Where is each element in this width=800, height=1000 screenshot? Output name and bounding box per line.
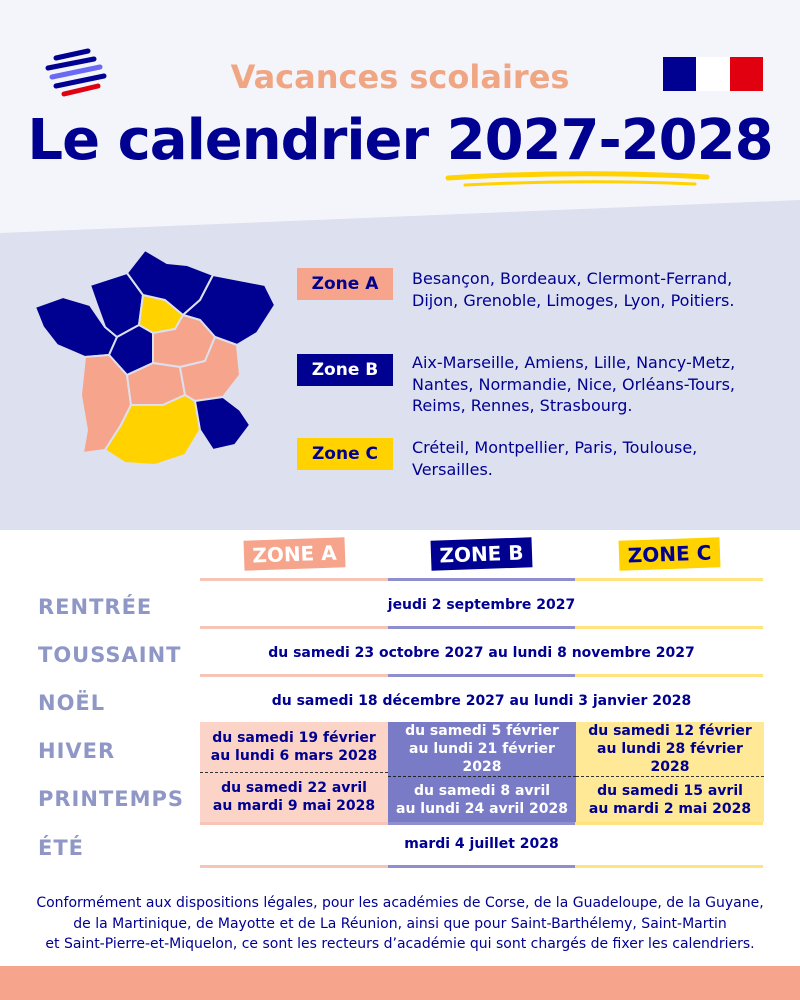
table-divider — [200, 578, 763, 581]
bottom-bar — [0, 966, 800, 1000]
ete-dates: mardi 4 juillet 2028 — [404, 836, 559, 852]
zone-a-tag: Zone A — [297, 268, 393, 300]
table-divider — [200, 822, 763, 825]
column-header-zone-c: ZONE C — [619, 537, 721, 571]
row-label-ete: ÉTÉ — [38, 836, 85, 860]
zone-c-tag: Zone C — [297, 438, 393, 470]
hiver-zone-c-dates: du samedi 12 février au lundi 28 février 2028 — [576, 722, 764, 777]
page-title: Le calendrier 2027-2028 — [27, 108, 773, 173]
row-label-rentree: RENTRÉE — [38, 595, 153, 619]
legal-footnote: Conformément aux dispositions légales, pour les académies de Corse, de la Guadeloupe, de la Guyane, de la Martinique, de Mayotte et de La Réunion, ainsi que pour Saint-Barthélemy, Saint-Martin et Saint-Pierre-et-Miquelon, ce sont les recteurs d’académie qui sont chargés de fixer les calendriers. — [36, 895, 764, 952]
row-label-toussaint: TOUSSAINT — [38, 643, 182, 667]
zone-a-hiver-printemps-cell — [200, 722, 388, 822]
table-divider — [200, 626, 763, 629]
france-zones-map — [35, 245, 285, 485]
printemps-zone-a-dates: du samedi 22 avril au mardi 9 mai 2028 — [212, 780, 376, 815]
zone-c-cities: Créteil, Montpellier, Paris, Toulouse, Versailles. — [412, 438, 698, 479]
toussaint-dates: du samedi 23 octobre 2027 au lundi 8 novembre 2027 — [268, 645, 695, 661]
hiver-zone-a-dates: du samedi 19 février au lundi 6 mars 2028 — [200, 722, 388, 773]
page-subtitle: Vacances scolaires — [230, 58, 570, 96]
row-label-printemps: PRINTEMPS — [38, 787, 185, 811]
row-label-noel: NOËL — [38, 691, 106, 715]
hiver-zone-b-dates: du samedi 5 février au lundi 21 février 2028 — [388, 722, 576, 777]
column-header-zone-b: ZONE B — [431, 537, 533, 571]
zone-a-cities: Besançon, Bordeaux, Clermont-Ferrand, Dijon, Grenoble, Limoges, Lyon, Poitiers. — [412, 269, 735, 310]
row-label-hiver: HIVER — [38, 739, 116, 763]
zone-b-hiver-printemps-cell — [388, 722, 576, 822]
zone-c-hiver-printemps-cell — [576, 722, 764, 822]
column-header-zone-a: ZONE A — [244, 537, 346, 571]
printemps-zone-c-dates: du samedi 15 avril au mardi 2 mai 2028 — [588, 782, 752, 817]
printemps-zone-b-dates: du samedi 8 avril au lundi 24 avril 2028 — [396, 782, 568, 817]
table-divider — [200, 674, 763, 677]
title-underline — [445, 168, 710, 190]
zone-b-tag: Zone B — [297, 354, 393, 386]
noel-dates: du samedi 18 décembre 2027 au lundi 3 janvier 2028 — [271, 693, 692, 709]
table-divider — [200, 865, 763, 868]
rentree-dates: jeudi 2 septembre 2027 — [387, 597, 576, 613]
zone-b-cities: Aix-Marseille, Amiens, Lille, Nancy-Metz, Nantes, Normandie, Nice, Orléans-Tours, Reims, Rennes, Strasbourg. — [412, 353, 736, 415]
